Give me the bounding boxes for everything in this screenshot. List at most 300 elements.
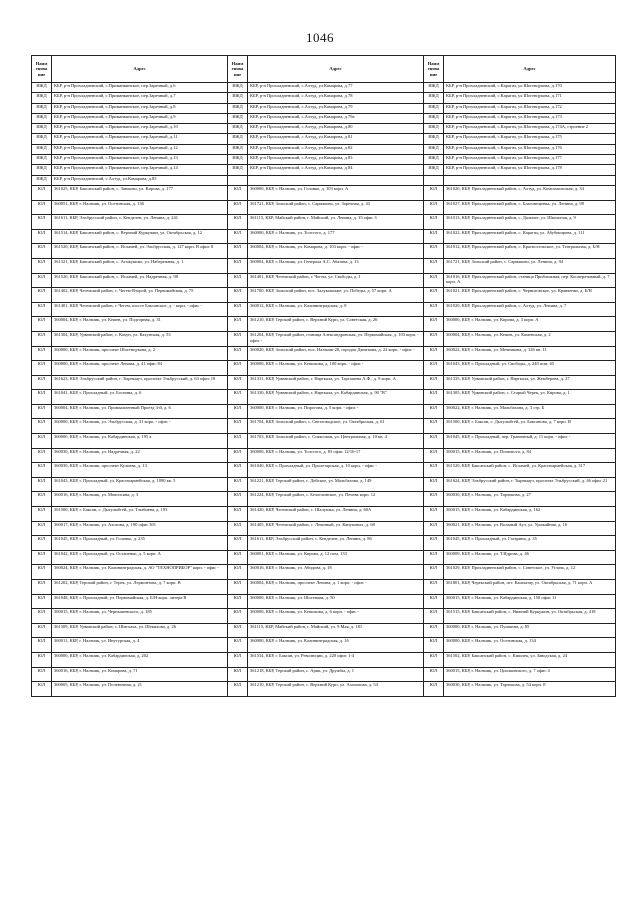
cell-type-1: ЮЛ: [32, 361, 52, 376]
cell-address-2: КБР, р-н Прохладненский, с.Алтуд, ул.Камарова, д.78: [248, 93, 424, 103]
cell-address-1: 361402, КБР, Чегемский район, с. Чегем-Второй, ул. Первомайская, д. 75: [52, 288, 228, 303]
cell-address-2: 361210, КБР, Терский район, с. Верхний Курп, ул. Советская, д. 26: [248, 317, 424, 332]
cell-address-1: 361042, КБР, г. Прохладный, ул. Остапенко, д. 5 корп. А: [52, 550, 228, 565]
cell-address-3: КБР, р-н Прохладненский, с.Карагач, ул.Шогенцукова, д.173: [444, 113, 616, 123]
cell-address-3: 360015, КБР, г. Нальчик, ул. Циолковского, д. 7 офис 4: [444, 667, 616, 682]
cell-type-2: ЮЛ: [228, 375, 248, 390]
cell-address-3: КБР, р-н Прохладненский, с.Карагач, ул.Шогенцукова, д.174А, строение 2: [444, 124, 616, 134]
cell-type-2: ЮЛ: [228, 507, 248, 522]
cell-address-1: КБР, р-н Прохладненский, с.Приманкинское, пер.Заречный, д.6: [52, 83, 228, 93]
cell-type-2: ЮЛ: [228, 536, 248, 551]
cell-type-3: [424, 175, 444, 185]
cell-type-1: ЮЛ: [32, 215, 52, 230]
cell-type-2: ЮЛ: [228, 317, 248, 332]
cell-address-3: 361305, КБР, Урванский район, с. Старый Черек, ул. Кирова, д. 1: [444, 390, 616, 405]
cell-type-3: ЮЛ: [424, 361, 444, 376]
cell-type-1: ЮЛ: [32, 565, 52, 580]
cell-address-3: 360021, КБР, г. Нальчик, ул. Вольный Аул, ул. Урожайная, д. 16: [444, 521, 616, 536]
cell-type-3: ИЖД: [424, 165, 444, 175]
cell-address-2: 360020, КБР, Зольский район, пос. Нальчик-20, городок Дмиткова, д. 22 корп. - офис -: [248, 346, 424, 361]
table-row: [32, 346, 616, 361]
cell-type-2: ЮЛ: [228, 404, 248, 419]
table-row: [32, 623, 616, 638]
cell-address-1: 361041, КБР, г. Прохладный, ул. Боснина, д. 6: [52, 390, 228, 405]
table-row: [32, 580, 616, 595]
col-header-address-1: Адрес: [52, 56, 228, 83]
cell-type-1: ЮЛ: [32, 390, 52, 405]
table-body: [32, 83, 616, 697]
cell-type-2: ИЖД: [228, 155, 248, 165]
cell-address-1: 360030, КБР, г. Нальчик, проспект Кулиева, д. 13: [52, 463, 228, 478]
cell-type-2: ЮЛ: [228, 565, 248, 580]
cell-address-1: 361045, КБР, г. Прохладный, ул. Головко, д. 235: [52, 536, 228, 551]
cell-type-1: ИЖД: [32, 175, 52, 185]
cell-type-3: ЮЛ: [424, 258, 444, 273]
cell-address-3: КБР, р-н Прохладненский, с.Карагач, ул.Шогенцукова, д.175: [444, 134, 616, 144]
cell-address-2: 361224, КБР, Терский район, с. Белоглинское, ул. Печева корп. 12: [248, 492, 424, 507]
table-row: [32, 93, 616, 103]
cell-address-3: 361043, КБР, г. Прохладный, ул. Свободы, д. 240 пом. 65: [444, 361, 616, 376]
cell-address-1: 360004, КБР, г. Нальчик, ул. Кешев, ул. Подгорная, д. 31: [52, 317, 228, 332]
cell-type-1: ЮЛ: [32, 229, 52, 244]
cell-type-1: ЮЛ: [32, 331, 52, 346]
cell-address-1: 361304, КБР, Урванский район, с. Кахун, ул. Кахунская, д. 53: [52, 331, 228, 346]
cell-type-1: ЮЛ: [32, 682, 52, 697]
cell-address-3: 360015, КБР, г. Нальчик, ул. Кабардинская, д. 162: [444, 507, 616, 522]
cell-type-2: ЮЛ: [228, 682, 248, 697]
table-row: [32, 448, 616, 463]
cell-address-2: 361611, КБР, Эльбрусский район, с. Кенделен, ул. Ленина, д. 86: [248, 536, 424, 551]
cell-address-3: 361029, КБР, Прохладненский район, с. Советское, ул. Углачь, д. 12: [444, 565, 616, 580]
cell-type-1: ЮЛ: [32, 258, 52, 273]
cell-address-3: КБР, р-н Прохладненский, с.Карагач, ул.Шогенцукова, д.176: [444, 144, 616, 154]
cell-type-2: ИЖД: [228, 83, 248, 93]
table-row: [32, 113, 616, 123]
cell-type-3: ЮЛ: [424, 419, 444, 434]
cell-address-1: 361401, КБР, Чегемский район, г. Чегем, шоссе Баксанское, д. - корп. - офис -: [52, 302, 228, 317]
cell-type-1: ЮЛ: [32, 302, 52, 317]
cell-address-3: 361020, КБР, Прохладненский район, с. Алтуд, ул. Комсомольская, д. 34: [444, 185, 616, 200]
cell-address-1: КБР, р-н Прохладненский, с.Приманкинское, пер.Заречный, д.8: [52, 103, 228, 113]
table-row: [32, 463, 616, 478]
cell-type-1: ЮЛ: [32, 375, 52, 390]
cell-address-1: 360000, КБР, г. Нальчик, ул. Кабардинская, д. 195 а: [52, 434, 228, 449]
cell-address-3: 360004, КБР, г. Нальчик, ул. Кешев, ул. Каменская, д. 2: [444, 331, 616, 346]
cell-type-2: ЮЛ: [228, 609, 248, 624]
cell-address-1: КБР, р-н Прохладненский, с.Приманкинское, пер.Заречный, д.9: [52, 113, 228, 123]
cell-type-2: ЮЛ: [228, 244, 248, 259]
cell-type-3: ЮЛ: [424, 463, 444, 478]
cell-type-2: ЮЛ: [228, 492, 248, 507]
table-row: [32, 175, 616, 185]
cell-address-2: [248, 175, 424, 185]
cell-address-3: 361801, КБР, Черекский район, пгт. Кашхатау, ул. Октябрьская, д. 71 корп. А: [444, 580, 616, 595]
table-header: [32, 56, 616, 83]
cell-address-2: КБР, р-н Прохладненский, с.Алтуд, ул.Камарова, д.81: [248, 134, 424, 144]
cell-address-3: [444, 175, 616, 185]
cell-type-2: ЮЛ: [228, 200, 248, 215]
cell-type-2: ИЖД: [228, 103, 248, 113]
cell-type-1: ЮЛ: [32, 185, 52, 200]
cell-address-1: 361048, КБР, г. Прохладный, ул. Первомайская, д. Б/Н корп. литера В: [52, 594, 228, 609]
cell-type-3: ЮЛ: [424, 492, 444, 507]
cell-address-3: 361012, КБР, Прохладненский район, с. Красносельское, ул. Театральная, д. Б/Н: [444, 244, 616, 259]
cell-address-3: 361045, КБР, г. Прохладный, ул. Гагарина, д. 35: [444, 536, 616, 551]
cell-type-2: ЮЛ: [228, 185, 248, 200]
cell-type-3: ЮЛ: [424, 521, 444, 536]
cell-address-2: 361040, КБР, г. Прохладный, ул. Пролетарская, д. 10 корп. - офис -: [248, 463, 424, 478]
cell-type-2: ЮЛ: [228, 361, 248, 376]
cell-type-1: ЮЛ: [32, 419, 52, 434]
table-row: [32, 521, 616, 536]
cell-address-1: 360000, КБР, г. Нальчик, проспект Шогенцукова, д. 2: [52, 346, 228, 361]
cell-type-3: ЮЛ: [424, 390, 444, 405]
cell-address-2: 361115, КБР, Майский район, г. Майский, ул. 9 Мая, д. 181: [248, 623, 424, 638]
cell-address-3: 360030, КБР, г. Нальчик, ул. Тарчокова, д. 27: [444, 492, 616, 507]
cell-type-3: ИЖД: [424, 144, 444, 154]
cell-type-3: ЮЛ: [424, 185, 444, 200]
cell-type-2: ЮЛ: [228, 302, 248, 317]
cell-type-2: ЮЛ: [228, 258, 248, 273]
cell-type-3: ЮЛ: [424, 609, 444, 624]
cell-address-2: 361330, КБР, Урванский район, г. Нарткала, ул. Кабардинская, д. 90 "В": [248, 390, 424, 405]
cell-type-1: ЮЛ: [32, 434, 52, 449]
cell-type-1: ЮЛ: [32, 550, 52, 565]
cell-type-3: ЮЛ: [424, 507, 444, 522]
cell-type-1: ЮЛ: [32, 609, 52, 624]
cell-address-3: 361335, КБР, Урванский район, г. Нарткала, ул. Жемберова, д. 27: [444, 375, 616, 390]
cell-type-3: ЮЛ: [424, 565, 444, 580]
cell-type-2: ЮЛ: [228, 594, 248, 609]
cell-type-2: ИЖД: [228, 124, 248, 134]
cell-type-2: ЮЛ: [228, 390, 248, 405]
cell-type-1: ЮЛ: [32, 623, 52, 638]
cell-address-2: 361218, КБР, Терский район, с. Арик, ул. Дружбы, д. 1: [248, 667, 424, 682]
cell-type-1: ЮЛ: [32, 492, 52, 507]
cell-type-2: ИЖД: [228, 113, 248, 123]
cell-address-3: 360015, КБР, г. Нальчик, ул. Domenova, д. 84: [444, 448, 616, 463]
cell-type-3: ЮЛ: [424, 215, 444, 230]
cell-type-3: ЮЛ: [424, 550, 444, 565]
cell-address-2: 360004, КБР, г. Нальчик, проспект Ленина, д. 1 корп. - офис -: [248, 580, 424, 595]
cell-address-2: 361700, КБР, Зольский район, пос. Залукокоаже, ул. Победы, д. 57 корп. А: [248, 288, 424, 303]
cell-address-3: 361515, КБР, Баксанский район, с. Нижний Куркужин, ул. Октябрьская, д. 418: [444, 609, 616, 624]
cell-type-2: [228, 175, 248, 185]
cell-address-2: 361405, КБР, Чегемский район, с. Лечинкай, ул. Кануковых, д. 68: [248, 521, 424, 536]
cell-type-2: ЮЛ: [228, 215, 248, 230]
cell-address-2: 360000, КБР, г. Нальчик, ул. Калининградская, д. 16: [248, 638, 424, 653]
cell-address-1: 360000, КБР, г. Нальчик, проспект Ленина, д. 41 офис 84: [52, 361, 228, 376]
cell-address-2: КБР, р-н Прохладненский, с.Алтуд, ул.Камарова, д.84: [248, 165, 424, 175]
cell-address-1: 360016, КБР, г. Нальчик, ул. Комарова, д. 71: [52, 667, 228, 682]
cell-address-2: 361703, КБР, Зольский район, с. Сояксоков, ул. Центральная, д. 10 кв. 4: [248, 434, 424, 449]
cell-type-3: ЮЛ: [424, 652, 444, 667]
cell-address-3: 360022, КБР, г. Нальчик, ул. Мечникова, д. 126 кв. 11: [444, 346, 616, 361]
cell-type-3: ИЖД: [424, 83, 444, 93]
table-row: [32, 155, 616, 165]
cell-address-1: КБР, р-н Прохладненский, с.Приманкинское, пер.Заречный, д.11: [52, 134, 228, 144]
cell-address-2: 361721, КБР, Зольский район, с. Сармаково, ул. Заречная, д. 43: [248, 200, 424, 215]
cell-address-1: КБР, р-н Прохладненский, с.Приманкинское, пер.Заречный, д.10: [52, 124, 228, 134]
table-row: [32, 288, 616, 303]
cell-address-2: 361210, КБР, Терский район, с. Верхний Курп, ул. Ахохокова, д. 54: [248, 682, 424, 697]
cell-address-2: КБР, р-н Прохладненский, с.Алтуд, ул.Камарова, д.77: [248, 83, 424, 93]
cell-type-2: ЮЛ: [228, 331, 248, 346]
cell-address-1: 361520, КБР, Баксанский район, с. Исламей, ул. Надречная, д. 98: [52, 273, 228, 288]
table-row: [32, 667, 616, 682]
cell-type-3: ИЖД: [424, 124, 444, 134]
table-row: [32, 165, 616, 175]
cell-type-2: ЮЛ: [228, 667, 248, 682]
cell-type-3: ЮЛ: [424, 536, 444, 551]
cell-type-2: ИЖД: [228, 93, 248, 103]
cell-address-2: 361221, КБР, Терский район, с. Дейское, ул. Мальбахова, д. 149: [248, 477, 424, 492]
cell-address-1: 361321, КБР, Баксанский район, с. Атажукино, ул. Набережная, д. 1: [52, 258, 228, 273]
cell-address-1: 360000, КБР, г. Нальчик, ул. Кабардинская, д. 202: [52, 652, 228, 667]
cell-type-3: ИЖД: [424, 103, 444, 113]
col-header-type-3: Наим енова ние: [424, 56, 444, 83]
cell-type-1: ЮЛ: [32, 288, 52, 303]
cell-address-3: 361020, КБР, Прохладненский район, с. Алтуд, ул. Ленина, д. 7: [444, 302, 616, 317]
cell-type-1: ИЖД: [32, 83, 52, 93]
table-row: [32, 103, 616, 113]
cell-type-1: ЮЛ: [32, 317, 52, 332]
cell-address-3: 361721, КБР, Зольский район, с. Сармаково, ул. Ленина, д. 94: [444, 258, 616, 273]
cell-type-3: ЮЛ: [424, 580, 444, 595]
table-row: [32, 185, 616, 200]
cell-address-2: 361534, КБР, г. Баксан, ул. Революции, д. 220 офис 1-4: [248, 652, 424, 667]
cell-address-2: 361331, КБР, Урванский район, г. Нарткала, ул. Таргашева А.Ф., д. 9 корп. А: [248, 375, 424, 390]
table-row: [32, 361, 616, 376]
table-row: [32, 317, 616, 332]
cell-address-1: 360030, КБР, г. Нальчик, ул. Надречная, д. 22: [52, 448, 228, 463]
cell-address-2: 360000, КБР, г. Нальчик, ул. Кешокова, д. 6 корп. - офис -: [248, 609, 424, 624]
cell-address-1: 361514, КБР, Баксанский район, с. Верхний Куркужин, ул. Октябрьская, д. 12: [52, 229, 228, 244]
cell-address-2: 360004, КБР, г. Нальчик, ул. Генерала А.С. Абазова, д. 13: [248, 258, 424, 273]
table-row: [32, 215, 616, 230]
cell-type-3: ЮЛ: [424, 623, 444, 638]
table-row: [32, 404, 616, 419]
cell-address-2: 360000, КБР, г. Нальчик, ул. Толстого, д. 83 офис 12/16-17: [248, 448, 424, 463]
cell-type-1: ЮЛ: [32, 244, 52, 259]
cell-type-1: ИЖД: [32, 134, 52, 144]
cell-type-3: ЮЛ: [424, 448, 444, 463]
address-table: [31, 55, 616, 697]
table-row: [32, 244, 616, 259]
table-row: [32, 507, 616, 522]
cell-address-3: 360000, КБР, г. Нальчик, ул. Пушкина, д. 85: [444, 623, 616, 638]
cell-type-2: ЮЛ: [228, 477, 248, 492]
cell-address-3: 361502, КБР, Баксанский район, с. Кишпек, ул. Заводская, д. 24: [444, 652, 616, 667]
table-row: [32, 83, 616, 93]
col-header-address-2: Адрес: [248, 56, 424, 83]
table-row: [32, 258, 616, 273]
cell-type-2: ЮЛ: [228, 273, 248, 288]
cell-type-3: ЮЛ: [424, 288, 444, 303]
cell-address-1: 361025, КБР, Баксанский район, с. Заюково, ул. Кирова, д. 177: [52, 185, 228, 200]
table-row: [32, 434, 616, 449]
cell-address-3: 360022, КБР, г. Нальчик, ул. Мальбахова, д. 3 стр. Б: [444, 404, 616, 419]
cell-type-1: ЮЛ: [32, 477, 52, 492]
table-row: [32, 492, 616, 507]
cell-address-1: 360000, КБР, г. Нальчик, ул. Эльбрусская, д. 31 корп. - офис -: [52, 419, 228, 434]
table-row: [32, 419, 616, 434]
table-row: [32, 124, 616, 134]
cell-address-1: 360005, КБР, г. Нальчик, ул. Полевочная, д. 21: [52, 682, 228, 697]
cell-address-2: 361420, КБР, Чегемский район, с. Шалушка, ул. Ленина, д. 60А: [248, 507, 424, 522]
table-row: [32, 331, 616, 346]
cell-type-1: ЮЛ: [32, 346, 52, 361]
table-row: [32, 652, 616, 667]
cell-type-3: ЮЛ: [424, 477, 444, 492]
cell-address-2: 360012, КБР, г. Нальчик, ул. Калининградская, д. 8: [248, 302, 424, 317]
cell-address-3: 360015, КБР, г. Нальчик, ул. Кабардинская, д. 150 офис 11: [444, 594, 616, 609]
cell-type-1: ИЖД: [32, 144, 52, 154]
table-row: [32, 594, 616, 609]
cell-address-3: КБР, р-н Прохладненский, с.Карагач, ул.Шогенцукова, д.171: [444, 93, 616, 103]
cell-address-1: 360017, КБР, г. Нальчик, ул. Ахохова, д. 190 офис 301: [52, 521, 228, 536]
cell-type-3: ЮЛ: [424, 273, 444, 288]
cell-type-3: ЮЛ: [424, 434, 444, 449]
cell-address-3: 361624, КБР, Эльбрусский район, г. Тырныауз, проспект Эльбрусский, д. 46 офис 21: [444, 477, 616, 492]
cell-address-1: 361623, КБР, Эльбрусский район, г. Тырныауз, проспект Эльбрусский, д. 63 офис 18: [52, 375, 228, 390]
cell-address-2: 360000, КБР, г. Нальчик, ул. Толстого, д. 177: [248, 229, 424, 244]
cell-address-2: 360000, КБР, г. Нальчик, ул. Кешокова, д. 100 корп. - офис -: [248, 361, 424, 376]
col-header-address-3: Адрес: [444, 56, 616, 83]
cell-address-3: КБР, р-н Прохладненский, с.Карагач, ул.Шогенцукова, д.170: [444, 83, 616, 93]
cell-address-1: 361520, КБР, Баксанский район, с. Исламей, ул. Эльбрусская, д. 127 корп. В офис 8: [52, 244, 228, 259]
cell-address-3: 360000, КБР, г. Нальчик, ул. Осетинская, д. 134: [444, 638, 616, 653]
cell-type-1: ЮЛ: [32, 667, 52, 682]
table-row: [32, 375, 616, 390]
cell-type-2: ИЖД: [228, 134, 248, 144]
cell-address-3: 360009, КБР, г. Нальчик, ул. Т.Идрова, д. 46: [444, 550, 616, 565]
cell-address-2: 360000, КБР, г. Нальчик, ул. Головко, д. 103 корп. А: [248, 185, 424, 200]
cell-address-3: 361016, КБР, Прохладненский район, станица Приближная, пер. Кооперативный, д. 7 корп. А: [444, 273, 616, 288]
cell-address-1: 361202, КБР, Терский район, г. Терек, ул. Лермонтова, д. 7 корп. В: [52, 580, 228, 595]
cell-type-2: ЮЛ: [228, 448, 248, 463]
cell-type-3: ИЖД: [424, 93, 444, 103]
cell-type-2: ЮЛ: [228, 434, 248, 449]
cell-address-3: КБР, р-н Прохладненский, с.Карагач, ул.Шогенцукова, д.177: [444, 155, 616, 165]
cell-address-1: 360051, КБР, г. Нальчик, ул. Осетинская, д. 136: [52, 200, 228, 215]
cell-type-1: ЮЛ: [32, 463, 52, 478]
cell-type-1: ЮЛ: [32, 638, 52, 653]
cell-address-1: КБР, р-н Прохладненский, с.Приманкинское, пер.Заречный, д.7: [52, 93, 228, 103]
cell-address-2: КБР, р-н Прохладненский, с.Алтуд, ул.Камарова, д.79: [248, 103, 424, 113]
cell-type-3: ЮЛ: [424, 667, 444, 682]
cell-address-3: 361520, КБР, Баксанский район, с. Исламей, ул. Красноармейская, д. 317: [444, 463, 616, 478]
cell-type-3: ЮЛ: [424, 302, 444, 317]
table-row: [32, 682, 616, 697]
cell-type-2: ЮЛ: [228, 229, 248, 244]
cell-address-2: 360004, КБР, г. Нальчик, ул. Комарова, д. 103 корп. - офис -: [248, 244, 424, 259]
cell-type-2: ЮЛ: [228, 638, 248, 653]
cell-address-1: КБР, р-н Прохладненский, с.Приманкинское, пер.Заречный, д.13: [52, 155, 228, 165]
cell-address-3: 361027, КБР, Прохладненский район, с. Благовещенка, ул. Ленина, д. 98: [444, 200, 616, 215]
cell-address-1: 361500, КБР, г. Баксан, с. Дыгулыбгей, ул. Тлыбиева, д. 193: [52, 507, 228, 522]
cell-type-1: ЮЛ: [32, 448, 52, 463]
cell-address-1: 360004, КБР, г. Нальчик, ул. Промышленный Проезд 3-й, д. 6: [52, 404, 228, 419]
cell-type-2: ЮЛ: [228, 346, 248, 361]
cell-address-3: 361021, КБР, Прохладненский район, с. Черниговское, ул. Кравченко, д. Б/Н: [444, 288, 616, 303]
cell-type-1: ИЖД: [32, 103, 52, 113]
cell-type-3: ЮЛ: [424, 682, 444, 697]
address-table-wrapper: [31, 55, 615, 697]
cell-address-1: 360024, КБР, г. Нальчик, ул. Калининградская, д. АО "ТЕХНОПРИБОР" корп. - офис -: [52, 565, 228, 580]
cell-address-1: КБР, р-н Прохладненский, с.Приманкинское, пер.Заречный, д.14: [52, 165, 228, 175]
cell-address-2: 361115, КБР, Майский район, г. Майский, ул. Ленина, д. 15 офис 3: [248, 215, 424, 230]
cell-address-3: 360000, КБР, г. Нальчик, ул. Кирова, д. 3 корп. А: [444, 317, 616, 332]
table-row: [32, 477, 616, 492]
cell-address-1: 361043, КБР, г. Прохладный, ул. Красноармейская, д. 1090 кв. 5: [52, 477, 228, 492]
cell-address-2: КБР, р-н Прохладненский, с.Алтуд, ул.Камарова, д.82: [248, 144, 424, 154]
col-header-type-2: Наим енова ние: [228, 56, 248, 83]
cell-type-3: ЮЛ: [424, 229, 444, 244]
cell-type-3: ЮЛ: [424, 346, 444, 361]
cell-type-1: ЮЛ: [32, 521, 52, 536]
cell-type-2: ЮЛ: [228, 580, 248, 595]
cell-type-2: ЮЛ: [228, 623, 248, 638]
cell-type-1: ЮЛ: [32, 404, 52, 419]
table-row: [32, 144, 616, 154]
cell-type-1: ЮЛ: [32, 580, 52, 595]
table-row: [32, 229, 616, 244]
cell-type-3: ЮЛ: [424, 331, 444, 346]
cell-address-3: 360030, КБР, г. Нальчик, ул. Тарчокова, д. 54 корп. Е: [444, 682, 616, 697]
col-header-type-1: Наим енова ние: [32, 56, 52, 83]
cell-address-2: 361204, КБР, Терский район, станица Александровская, ул. Первомайская, д. 103 корп. - офис -: [248, 331, 424, 346]
table-row: [32, 565, 616, 580]
cell-address-3: КБР, р-н Прохладненский, с.Карагач, ул.Шогенцукова, д.172: [444, 103, 616, 113]
cell-type-2: ЮЛ: [228, 652, 248, 667]
table-row: [32, 550, 616, 565]
cell-type-3: ЮЛ: [424, 638, 444, 653]
table-row: [32, 609, 616, 624]
table-row: [32, 200, 616, 215]
table-row: [32, 638, 616, 653]
cell-address-2: 361704, КБР, Зольский район, с. Светловодское, ул. Октябрьская, д. 61: [248, 419, 424, 434]
cell-type-1: ЮЛ: [32, 273, 52, 288]
page-number: 1046: [306, 30, 334, 45]
cell-type-2: ИЖД: [228, 144, 248, 154]
cell-address-2: КБР, р-н Прохладненский, с.Алтуд, ул.Камарова, д.80: [248, 124, 424, 134]
cell-type-1: ИЖД: [32, 113, 52, 123]
cell-type-1: ИЖД: [32, 165, 52, 175]
cell-type-1: ИЖД: [32, 155, 52, 165]
table-row: [32, 273, 616, 288]
cell-type-3: ЮЛ: [424, 317, 444, 332]
cell-type-1: ИЖД: [32, 124, 52, 134]
cell-type-3: ЮЛ: [424, 200, 444, 215]
cell-address-3: КБР, р-н Прохладненский, с.Карагач, ул.Шогенцукова, д.178: [444, 165, 616, 175]
cell-address-3: 361045, КБР, г. Прохладный, пер. Граничный, д. 11 корп. - офис -: [444, 434, 616, 449]
cell-address-3: 361022, КБР, Прохладненский район, с. Карагач, ул. Абубекирова, д. 111: [444, 229, 616, 244]
cell-type-3: ЮЛ: [424, 594, 444, 609]
table-row: [32, 390, 616, 405]
cell-address-2: 360000, КБР, г. Нальчик, ул. Шогенова, д. 50: [248, 594, 424, 609]
cell-type-3: ИЖД: [424, 155, 444, 165]
cell-address-1: 361611, КБР, Эльбрусский район, с. Кенделен, ул. Ленина, д. 241: [52, 215, 228, 230]
cell-type-2: ЮЛ: [228, 463, 248, 478]
cell-address-2: 360016, КБР, г. Нальчик, ул. Абидова, д. 18: [248, 565, 424, 580]
cell-type-3: ЮЛ: [424, 375, 444, 390]
cell-type-2: ЮЛ: [228, 288, 248, 303]
cell-type-2: ИЖД: [228, 165, 248, 175]
cell-type-1: ЮЛ: [32, 652, 52, 667]
cell-address-2: 360001, КБР, г. Нальчик, ул. Кирова, д. 12 пом. 133: [248, 550, 424, 565]
table-row: [32, 134, 616, 144]
